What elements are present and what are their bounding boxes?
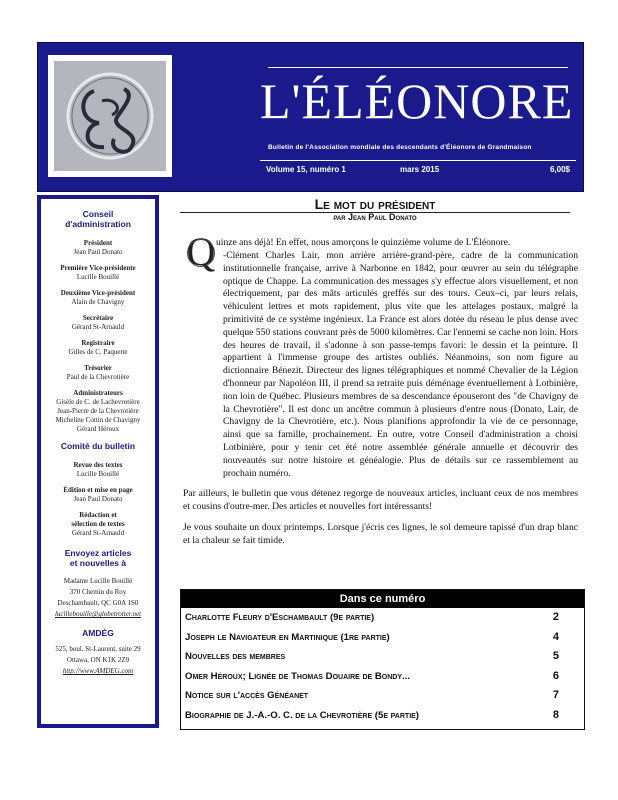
sidebar-panel — [37, 195, 159, 728]
article-title: Le mot du président — [170, 196, 580, 213]
sidebar-content — [41, 199, 155, 724]
toc-item[interactable]: Omer Héroux; Lignée de Thomas Douaire de Bondy... 6 — [181, 667, 584, 687]
board-member: Deuxième Vice-président Alain de Chavigny — [60, 289, 136, 306]
newsletter-subtitle: Bulletin de l'Association mondiale des descendants d'Éléonore de Grandmaison — [268, 144, 532, 151]
board-member: Trésorier Paul de la Chevrotière — [66, 364, 130, 381]
mailing-address: Madame Lucille Bouillé 370 Chemin du Roy Deschambault, QC G0A 1S0 lucillebouille@globetrotter.net — [41, 576, 155, 620]
toc-page-number: 4 — [552, 630, 559, 643]
committee-member: Rédaction et sélection de textes Gérard St-Arnauld — [71, 511, 125, 537]
newsletter-title: L'ÉLÉONORE — [260, 73, 574, 129]
masthead-rule — [268, 67, 568, 68]
toc-item[interactable]: Notice sur l'accès Généanet 7 — [181, 686, 584, 706]
article-opening-line: uinze ans déjà! En effet, nous amorçons le quinzième volume de L'Éléonore. — [216, 237, 511, 248]
board-member: Registraire Gilles de C. Paquette — [68, 339, 128, 356]
toc-item[interactable]: Nouvelles des membres 5 — [181, 647, 584, 667]
article-paragraph: Je vous souhaite un doux printemps. Lorsque j'écris ces lignes, le sol demeure tapissé d'un drap blanc et la chaleur se fait timide. — [183, 521, 578, 546]
association-logo — [48, 55, 172, 177]
comite-heading: Comité du bulletin — [60, 441, 136, 451]
envoyez-heading: Envoyez articles et nouvelles à — [64, 548, 132, 568]
table-of-contents — [180, 589, 585, 730]
amdeg-address: 525, boul. St-Laurent, suite 29 Ottawa, ON K1K 2Z9 http://www.AMDEG.com — [41, 644, 155, 677]
issue-info-bar — [260, 160, 576, 181]
dropcap-letter: Q — [183, 235, 219, 269]
board-member: Première Vice-présidente Lucille Bouillé — [60, 264, 136, 281]
issue-date: mars 2015 — [400, 165, 440, 174]
toc-page-number: 8 — [552, 708, 559, 721]
article-paragraph: -Clément Charles Lair, mon arrière arrière-grand-père, cadre de la communication institutionnelle française, arrive à Narbonne en 1842, pour œuvrer au sein du télégraphe optique de Chappe. La communication des messages s'y effectue alors visuellement, et non électriquement, par des mâts articulés greffés sur des tours. Ceux–ci, par leurs relais, véhiculent lettres et mots rapidement, plus vite que les attelages postaux, malgré la primitivité de ce système ingénieux. La France est alors dotée du réseau le plus dense avec quelque 550 stations couvrant près de 5000 kilomètres. Car l'ennemi se cache non loin. Hors des heures de travail, il s'adonne à son passe-temps favori: le dessin et la peinture. Il appartient à l'immense groupe des artistes oubliés. Néanmoins, son nom figure au dictionnaire Bénezit. Directeur des lignes télégraphiques et nommé Chevalier de la Légion d'honneur par Napoléon III, il prend sa retraite puis déménage éventuellement à Lotbinière, non loin de Québec. Plusieurs membres de sa descendance épouseront des "de Chavigny de la Chevrotière". Il est donc un ancêtre commun à plusieurs d'entre nous (Donato, Lair, de Chavigny de la Chevrotière, etc.). Nous planifions approfondir la vie de ce personnage, ainsi que sa famille, prochainement. En outre, votre Conseil d'administration a choisi Lotbinière, pour y tenir cet été notre assemblée générale annuelle et découvrir des nouveautés sur notre histoire et généalogie. Plus de détails sur ce rassemblement au prochain numéro. — [223, 250, 579, 479]
conseil-heading: Conseil d'administration — [65, 209, 131, 229]
board-member: Secrétaire Gérard St-Arnauld — [71, 314, 125, 331]
article-paragraph: Par ailleurs, le bulletin que vous détenez regorge de nouveaux articles, incluant ceux de nos membres et cousins d'outre-mer. Des articles et nouvelles fort intéressants! — [183, 488, 578, 513]
monogram-logo-icon — [54, 61, 166, 171]
article-body — [183, 250, 578, 556]
volume-number: Volume 15, numéro 1 — [266, 165, 346, 174]
issue-price: 6,00$ — [549, 165, 570, 174]
toc-item[interactable]: Joseph le Navigateur en Martinique (1re partie) 4 — [181, 628, 584, 648]
toc-page-number: 2 — [552, 611, 559, 623]
board-member: Président Jean Paul Donato — [73, 239, 123, 256]
toc-page-number: 6 — [552, 669, 559, 682]
masthead-banner — [37, 42, 584, 192]
toc-page-number: 5 — [552, 650, 559, 662]
website-link[interactable]: http://www.AMDEG.com — [62, 667, 134, 675]
email-link[interactable]: lucillebouille@globetrotter.net — [54, 610, 142, 618]
article-byline: par Jean Paul Donato — [333, 212, 417, 222]
committee-member: Revue des textes Lucille Bouillé — [73, 461, 123, 478]
toc-item[interactable]: Charlotte Fleury d'Eschambault (9e partie) 2 — [181, 608, 584, 628]
toc-header: Dans ce numéro — [181, 590, 584, 608]
committee-member: Édition et mise en page Jean Paul Donato — [63, 486, 133, 503]
toc-page-number: 7 — [552, 689, 559, 701]
amdeg-heading: AMDÉG — [82, 628, 114, 638]
toc-item[interactable]: Biographie de J.-A.-O. C. de la Chevrotière (5e partie) 8 — [181, 706, 584, 726]
board-member: Administrateurs Gisèle de C. de Lachevrotière Jean-Pierre de la Chevrotière Micheline Cottin de Chavigny Gérard Héroux — [55, 389, 141, 433]
